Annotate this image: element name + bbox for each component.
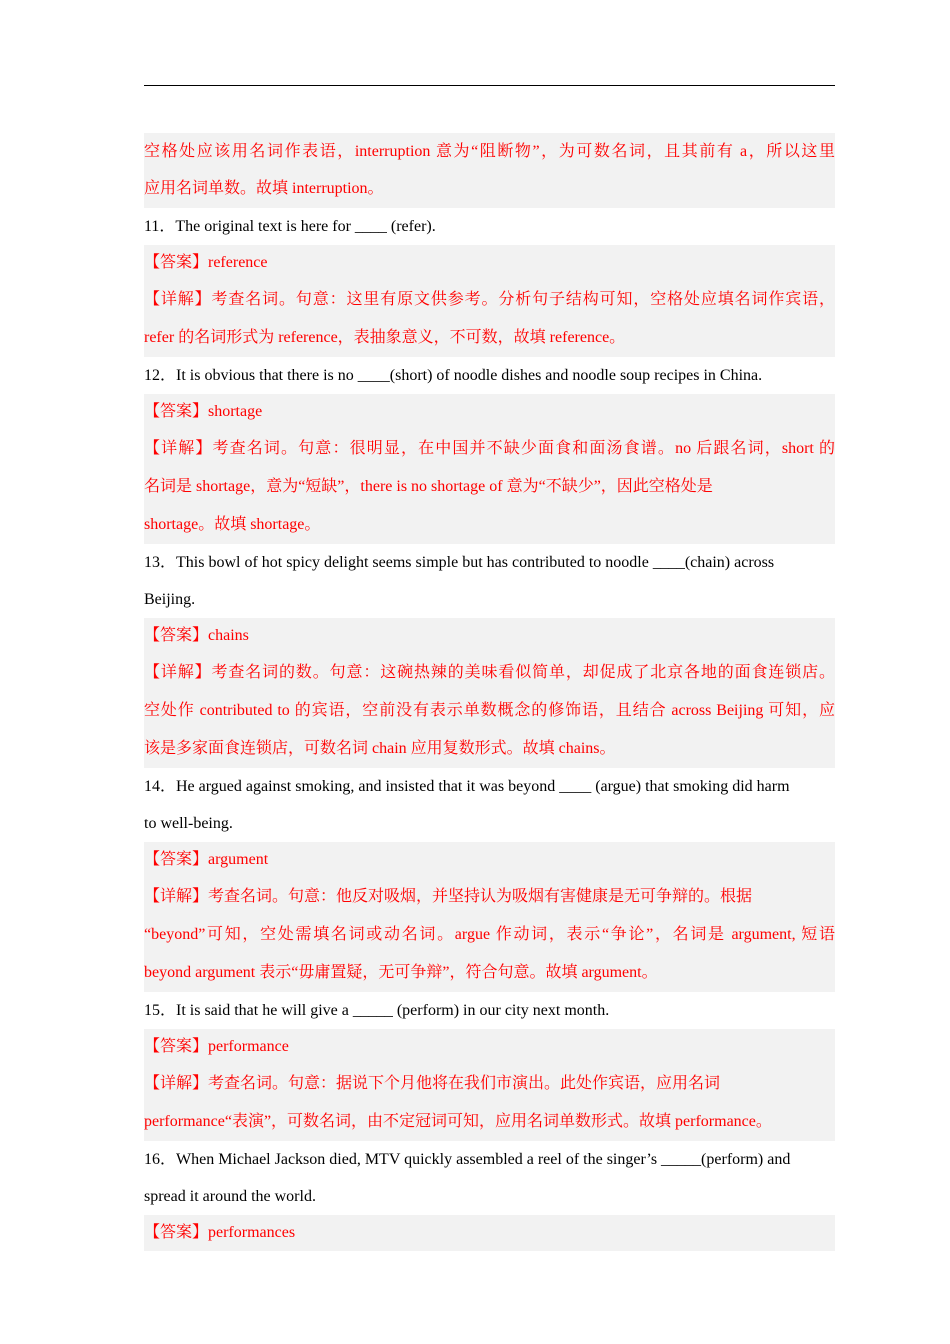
- detail-line: “beyond”可知，空处需填名词或动名词。argue 作动词，表示“争论”，名词是 argument, 短语: [144, 926, 835, 943]
- detail-line: performance“表演”，可数名词，由不定冠词可知，应用名词单数形式。故填 performance。: [144, 1113, 772, 1130]
- question-item-13: [144, 544, 835, 768]
- detail-line: 【详解】考查名词的数。句意：这碗热辣的美味看似简单，却促成了北京各地的面食连锁店。: [144, 664, 835, 681]
- detail-line: 【详解】考查名词。句意：很明显，在中国并不缺少面食和面汤食谱。no 后跟名词，short 的: [144, 440, 835, 457]
- answer-line: 【答案】reference: [144, 254, 268, 271]
- question-text: 13．This bowl of hot spicy delight seems simple but has contributed to noodle ____(chain) across: [144, 554, 775, 571]
- question-text: spread it around the world.: [144, 1188, 316, 1205]
- answer-line: 【答案】chains: [144, 627, 249, 644]
- answer-line: 【答案】performances: [144, 1224, 296, 1241]
- detail-line: shortage。故填 shortage。: [144, 516, 321, 533]
- detail-line: 【详解】考查名词。句意：这里有原文供参考。分析句子结构可知，空格处应填名词作宾语，: [144, 291, 835, 308]
- document-body: [144, 133, 835, 1251]
- question-item-12: [144, 357, 835, 544]
- question-text: Beijing.: [144, 591, 196, 608]
- header-rule: [144, 85, 835, 86]
- detail-line: beyond argument 表示“毋庸置疑，无可争辩”，符合句意。故填 argument。: [144, 964, 658, 981]
- answer-line: 【答案】performance: [144, 1038, 289, 1055]
- detail-line: 该是多家面食连锁店，可数名词 chain 应用复数形式。故填 chains。: [144, 740, 616, 757]
- detail-line: refer 的名词形式为 reference，表抽象意义，不可数，故填 reference。: [144, 329, 626, 346]
- detail-line: 应用名词单数。故填 interruption。: [144, 180, 384, 197]
- answer-block: [144, 842, 835, 992]
- answer-block: [144, 1029, 835, 1141]
- question-text: 14．He argued against smoking, and insisted that it was beyond ____ (argue) that smoking did harm: [144, 778, 790, 795]
- question-text: 11．The original text is here for ____ (refer).: [144, 218, 436, 235]
- answer-block: [144, 618, 835, 768]
- detail-line: 【详解】考查名词。句意：他反对吸烟，并坚持认为吸烟有害健康是无可争辩的。根据: [144, 888, 753, 905]
- question-item-11: [144, 208, 835, 357]
- detail-line: 名词是 shortage，意为“短缺”，there is no shortage of 意为“不缺少”，因此空格处是: [144, 478, 713, 495]
- question-text: 12．It is obvious that there is no ____(short) of noodle dishes and noodle soup recipes in China.: [144, 367, 763, 384]
- detail-line: 【详解】考查名词。句意：据说下个月他将在我们市演出。此处作宾语，应用名词: [144, 1075, 721, 1092]
- detail-line: 空格处应该用名词作表语，interruption 意为“阻断物”，为可数名词，且其前有 a，所以这里: [144, 143, 835, 160]
- question-text: 15．It is said that he will give a _____ (perform) in our city next month.: [144, 1002, 610, 1019]
- detail-line: 空处作 contributed to 的宾语，空前没有表示单数概念的修饰语，且结合 across Beijing 可知，应: [144, 702, 835, 719]
- answer-block: [144, 394, 835, 544]
- question-item-16: [144, 1141, 835, 1251]
- answer-line: 【答案】argument: [144, 851, 269, 868]
- question-item-15: [144, 992, 835, 1141]
- question-item-14: [144, 768, 835, 992]
- answer-block: [144, 245, 835, 357]
- detail-continuation: [144, 133, 835, 208]
- question-text: to well-being.: [144, 815, 233, 832]
- question-text: 16．When Michael Jackson died, MTV quickly assembled a reel of the singer’s _____(perform) and: [144, 1151, 791, 1168]
- answer-block: [144, 1215, 835, 1251]
- answer-line: 【答案】shortage: [144, 403, 263, 420]
